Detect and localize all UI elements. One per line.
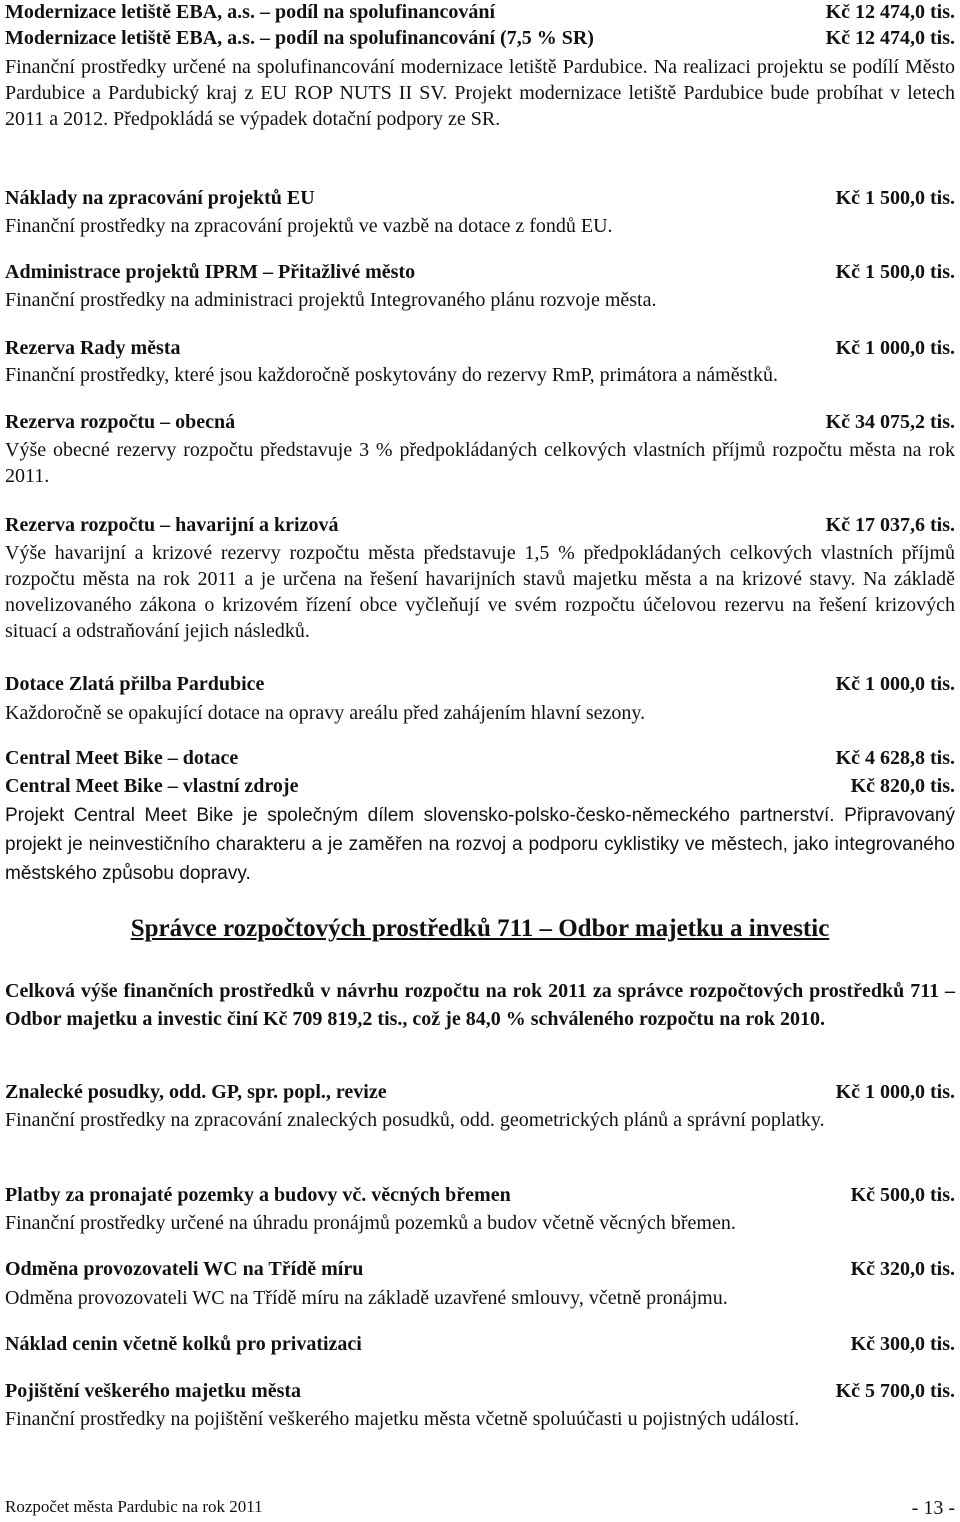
item-description: Finanční prostředky, které jsou každoročně poskytovány do rezervy RmP, primátora a náměstků. [5,364,778,386]
page-number: - 13 - [911,1497,955,1519]
section-intro: Celková výše finančních prostředků v návrhu rozpočtu na rok 2011 za správce rozpočtových prostředků 711 – Odbor majetku a investic činí Kč 709 819,2 tis., což je 84,0 % schváleného rozpočtu na rok 2010. [5,980,955,1030]
item-amount: Kč 820,0 tis. [850,775,955,797]
item-amount: Kč 300,0 tis. [850,1333,955,1355]
item-amount: Kč 4 628,8 tis. [835,747,955,769]
item-description: Finanční prostředky na zpracování projektů ve vazbě na dotace z fondů EU. [5,215,613,237]
item-amount: Kč 5 700,0 tis. [835,1380,955,1402]
item-amount: Kč 1 500,0 tis. [835,187,955,209]
item-label: Modernizace letiště EBA, a.s. – podíl na spolufinancování [5,1,496,23]
item-label: Rezerva rozpočtu – havarijní a krizová [5,514,339,536]
item-label: Administrace projektů IPRM – Přitažlivé město [5,261,416,283]
item-label: Náklady na zpracování projektů EU [5,187,315,209]
item-amount: Kč 12 474,0 tis. [825,27,955,49]
item-amount: Kč 1 000,0 tis. [835,337,955,359]
item-amount: Kč 1 500,0 tis. [835,261,955,283]
footer-title: Rozpočet města Pardubic na rok 2011 [5,1497,263,1516]
item-amount: Kč 500,0 tis. [850,1184,955,1206]
item-label: Rezerva rozpočtu – obecná [5,411,236,433]
item-label: Odměna provozovateli WC na Třídě míru [5,1258,364,1280]
item-label: Modernizace letiště EBA, a.s. – podíl na spolufinancování (7,5 % SR) [5,27,594,49]
item-amount: Kč 17 037,6 tis. [825,514,955,536]
item-description: Finanční prostředky určené na spolufinancování modernizace letiště Pardubice. Na realizaci projektu se podílí Město Pardubice a Pardubický kraj z EU ROP NUTS II SV. Projekt modernizace letiště Pardubice bude probíhat v letech 2011 a 2012. Předpokládá se výpadek dotační podpory ze SR. [5,56,955,130]
item-description: Odměna provozovateli WC na Třídě míru na základě uzavřené smlouvy, včetně pronájmu. [5,1287,728,1309]
item-label: Central Meet Bike – dotace [5,747,239,769]
item-description: Každoročně se opakující dotace na opravy areálu před zahájením hlavní sezony. [5,702,646,724]
item-amount: Kč 320,0 tis. [850,1258,955,1280]
item-label: Dotace Zlatá přilba Pardubice [5,673,265,695]
item-description: Výše havarijní a krizové rezervy rozpočtu města představuje 1,5 % předpokládaných celkových vlastních příjmů rozpočtu města na rok 2011 a je určena na řešení havarijních stavů majetku města a na krizové stavy. Na základě novelizovaného zákona o krizovém řízení obce vyčleňují ve svém rozpočtu účelovou rezervu na řešení krizových situací a odstraňování jejich následků. [5,542,955,642]
item-description: Výše obecné rezervy rozpočtu představuje 3 % předpokládaných celkových vlastních příjmů rozpočtu města na rok 2011. [5,439,955,487]
item-label: Platby za pronajaté pozemky a budovy vč. věcných břemen [5,1184,511,1206]
item-label: Znalecké posudky, odd. GP, spr. popl., revize [5,1081,387,1103]
item-label: Rezerva Rady města [5,337,181,359]
item-label: Central Meet Bike – vlastní zdroje [5,775,299,797]
item-description: Finanční prostředky na zpracování znaleckých posudků, odd. geometrických plánů a správní poplatky. [5,1109,825,1131]
item-amount: Kč 1 000,0 tis. [835,673,955,695]
item-amount: Kč 1 000,0 tis. [835,1081,955,1103]
item-amount: Kč 12 474,0 tis. [825,1,955,23]
item-amount: Kč 34 075,2 tis. [825,411,955,433]
item-description: Finanční prostředky na pojištění veškerého majetku města včetně spoluúčasti u pojistných událostí. [5,1408,800,1430]
item-label: Pojištění veškerého majetku města [5,1380,302,1402]
item-label: Náklad cenin včetně kolků pro privatizaci [5,1333,362,1355]
section-heading: Správce rozpočtových prostředků 711 – Odbor majetku a investic [130,915,830,942]
item-description: Projekt Central Meet Bike je společným dílem slovensko-polsko-česko-německého partnerství. Připravovaný projekt je neinvestičního charakteru a je zaměřen na rozvoj a podporu cyklistiky ve městech, jako integrovaného městského způsobu dopravy. [5,805,955,884]
item-description: Finanční prostředky určené na úhradu pronájmů pozemků a budov včetně věcných břemen. [5,1212,736,1234]
item-description: Finanční prostředky na administraci projektů Integrovaného plánu rozvoje města. [5,289,657,311]
